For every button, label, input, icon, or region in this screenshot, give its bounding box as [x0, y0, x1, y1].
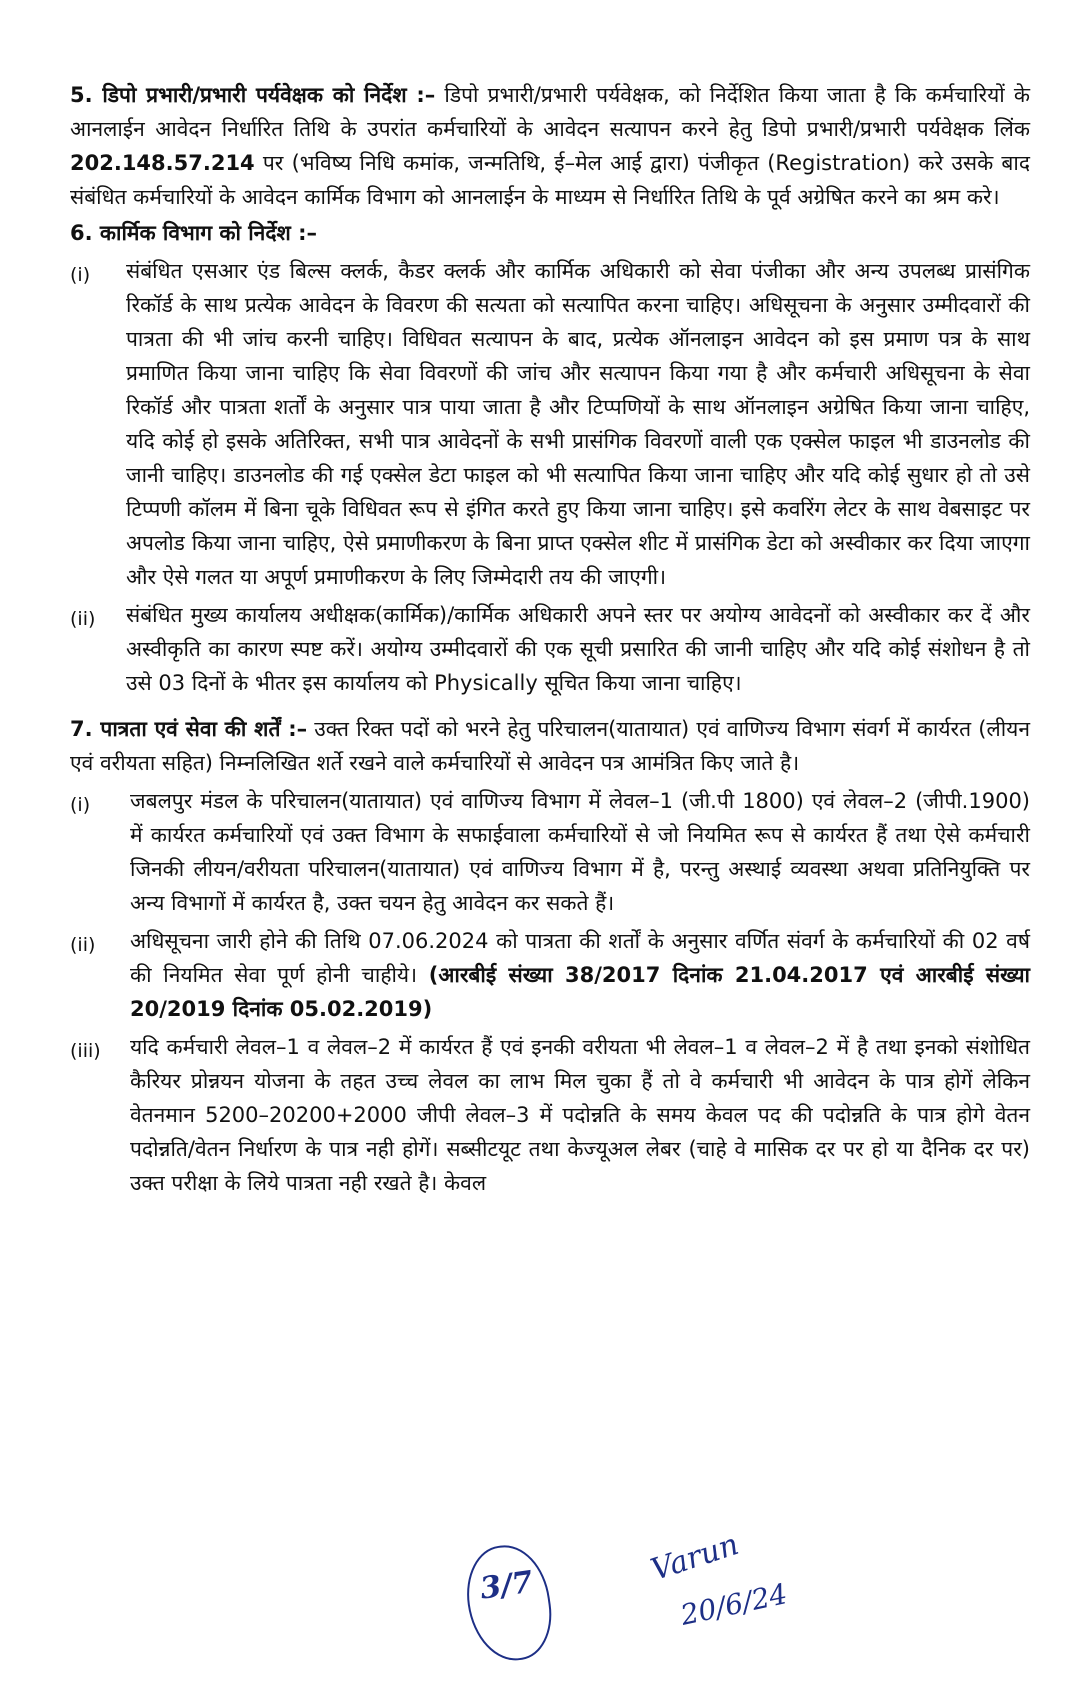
item-text: जबलपुर मंडल के परिचालन(यातायात) एवं वाणिज्य विभाग में लेवल–1 (जी.पी 1800) एवं लेवल–2 (जीपी.1900) में कार्यरत कर्मचारियों एवं उक्त विभाग के सफाईवाला कर्मचारियों से जो नियमित रूप से कार्यरत हैं तथा ऐसे कर्मचारी जिनकी लीयन/वरीयता परिचालन(यातायात) एवं वाणिज्य विभाग में है, परन्तु अस्थाई व्यवस्था अथवा प्रतिनियुक्ति पर अन्य विभागों में कार्यरत है, उक्त चयन हेतु आवेदन कर सकते हैं। [130, 789, 1030, 915]
section-6-item-ii [70, 598, 1030, 700]
page-number-stamp [460, 1540, 557, 1666]
section-7-item-ii [70, 924, 1030, 1026]
item-number: (ii) [70, 934, 96, 956]
item-text: यदि कर्मचारी लेवल–1 व लेवल–2 में कार्यरत हैं एवं इनकी वरीयता भी लेवल–1 व लेवल–2 में है तथा इनको संशोधित कैरियर प्रोन्नयन योजना के तहत उच्च लेवल का लाभ मिल चुका हैं तो वे कर्मचारी भी आवेदन के पात्र होगें लेकिन वेतनमान 5200–20200+2000 जीपी लेवल–3 में पदोन्नति के समय केवल पद की पदोन्नति के पात्र होगे वेतन पदोन्नति/वेतन निर्धारण के पात्र नही होगें। सब्सीटयूट तथा केज्यूअल लेबर (चाहे वे मासिक दर पर हो या दैनिक दर पर) उक्त परीक्षा के लिये पात्रता नही रखते है। केवल [130, 1035, 1030, 1195]
item-number: (iii) [70, 1040, 101, 1062]
section-7-item-i [70, 784, 1030, 920]
section-5-heading: 5. डिपो प्रभारी/प्रभारी पर्यवेक्षक को निर्देश :– [70, 83, 436, 107]
section-7-item-iii [70, 1030, 1030, 1200]
section-5 [70, 78, 1030, 214]
item-number: (i) [70, 264, 91, 286]
item-text: संबंधित मुख्य कार्यालय अधीक्षक(कार्मिक)/कार्मिक अधिकारी अपने स्तर पर अयोग्य आवेदनों को अस्वीकार कर दें और अस्वीकृति का कारण स्पष्ट करें। अयोग्य उम्मीदवारों की एक सूची प्रसारित की जानी चाहिए और यदि कोई संशोधन है तो उसे 03 दिनों के भीतर इस कार्यालय को Physically सूचित किया जाना चाहिए। [126, 603, 1030, 695]
item-text: संबंधित एसआर एंड बिल्स क्लर्क, कैडर क्लर्क और कार्मिक अधिकारी को सेवा पंजीका और अन्य उपलब्ध प्रासंगिक रिकॉर्ड के साथ प्रत्येक आवेदन के विवरण की सत्यता को सत्यापित करना चाहिए। अधिसूचना के अनुसार उम्मीदवारों की पात्रता की भी जांच करनी चाहिए। विधिवत सत्यापन के बाद, प्रत्येक ऑनलाइन आवेदन को इस प्रमाण पत्र के साथ प्रमाणित किया जाना चाहिए कि सेवा विवरणों की जांच और सत्यापन किया गया है और कर्मचारी अधिसूचना के सेवा रिकॉर्ड और पात्रता शर्तों के अनुसार पात्र पाया जाता है और टिप्पणियों के साथ ऑनलाइन अग्रेषित किया जाना चाहिए, यदि कोई हो इसके अतिरिक्त, सभी पात्र आवेदनों के सभी प्रासंगिक विवरणों वाली एक एक्सेल फाइल भी डाउनलोड की जानी चाहिए। डाउनलोड की गई एक्सेल डेटा फाइल को भी सत्यापित किया जाना चाहिए और यदि कोई सुधार हो तो उसे टिप्पणी कॉलम में बिना चूके विधिवत रूप से इंगित करते हुए किया जाना चाहिए। इसे कवरिंग लेटर के साथ वेबसाइट पर अपलोड किया जाना चाहिए, ऐसे प्रमाणीकरण के बिना प्राप्त एक्सेल शीट में प्रासंगिक डेटा को अस्वीकार कर दिया जाएगा और ऐसे गलत या अपूर्ण प्रमाणीकरण के लिए जिम्मेदारी तय की जाएगी। [126, 259, 1030, 589]
handwritten-signature: Varun [646, 1526, 743, 1589]
item-number: (i) [70, 794, 91, 816]
item-text: अधिसूचना जारी होने की तिथि 07.06.2024 को पात्रता की शर्तों के अनुसार वर्णित संवर्ग के कर्मचारियों की 02 वर्ष की नियमित सेवा पूर्ण होनी चाहीये। [130, 929, 1030, 987]
section-6-heading: 6. कार्मिक विभाग को निर्देश :– [70, 221, 317, 245]
item-number: (ii) [70, 608, 96, 630]
document-page [70, 78, 1030, 1200]
section-6-item-i [70, 254, 1030, 594]
section-7-text: उक्त रिक्त पदों को भरने हेतु परिचालन(यातायात) एवं वाणिज्य विभाग संवर्ग में कार्यरत (लीयन एवं वरीयता सहित) निम्नलिखित शर्ते रखने वाले कर्मचारियों से आवेदन पत्र आमंत्रित किए जाते है। [70, 717, 1030, 775]
section-7 [70, 712, 1030, 780]
section-5-link: 202.148.57.214 [70, 151, 255, 175]
section-5-text-part2: पर (भविष्य निधि कमांक, जन्मतिथि, ई–मेल आई द्वारा) पंजीकृत (Registration) करे उसके बाद संबंधित कर्मचारियों के आवेदन कार्मिक विभाग को आनलाईन के माध्यम से निर्धारित तिथि के पूर्व अग्रेषित करने का श्रम करे। [70, 151, 1030, 209]
section-7-heading: 7. पात्रता एवं सेवा की शर्तें :– [70, 717, 308, 741]
item-text-container [130, 924, 1030, 1026]
item-reference: (आरबीई संख्या 38/2017 दिनांक 21.04.2017 एवं आरबीई संख्या 20/2019 दिनांक 05.02.2019) [130, 963, 1030, 1021]
signature-date: 20/6/24 [677, 1577, 791, 1632]
section-5-text-part1: डिपो प्रभारी/प्रभारी पर्यवेक्षक, को निर्देशित किया जाता है कि कर्मचारियों के आनलाईन आवेदन निर्धारित तिथि के उपरांत कर्मचारियों के आवेदन सत्यापन करने हेतु डिपो प्रभारी/प्रभारी पर्यवेक्षक लिंक [70, 83, 1031, 141]
stamp-text: 3/7 [478, 1564, 536, 1607]
